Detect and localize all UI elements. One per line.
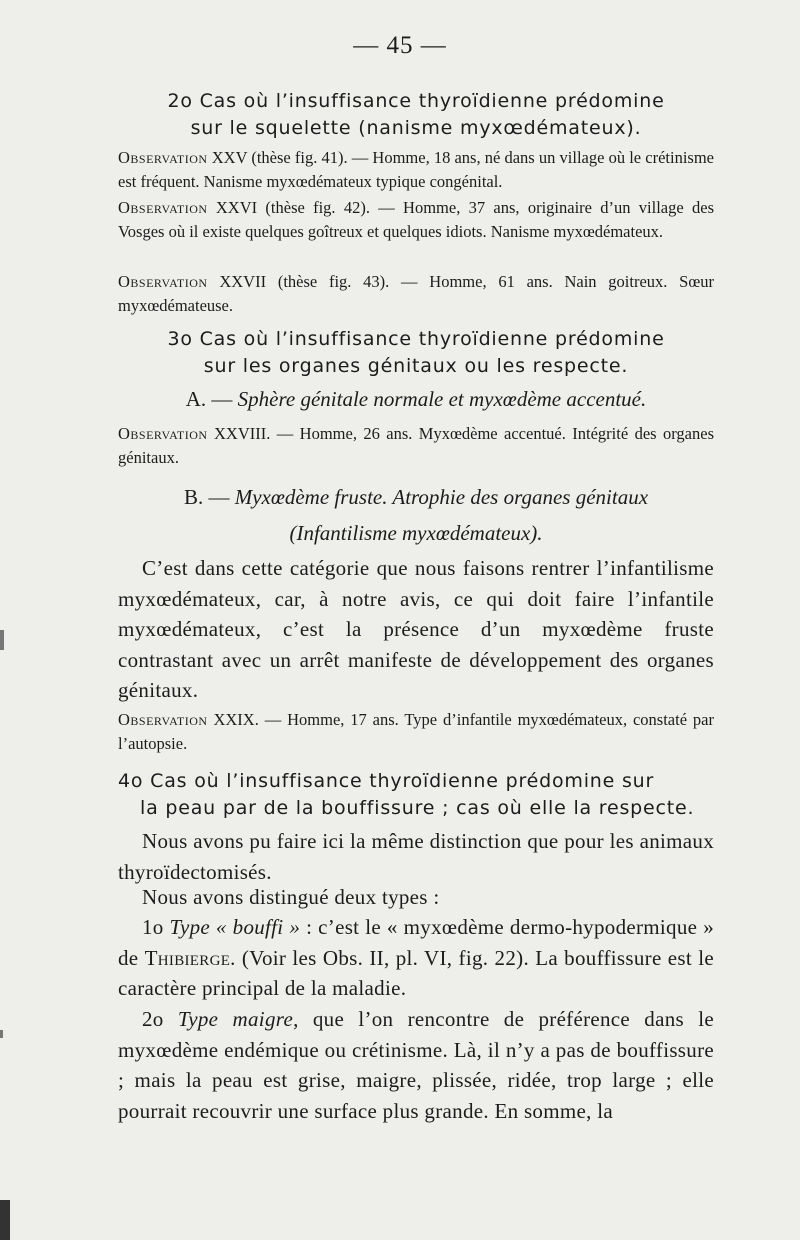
subsection-a-title: Sphère génitale normale et myxœdème accentué. [237, 387, 647, 411]
section-3-heading-line2: sur les organes génitaux ou les respecte. [203, 355, 629, 377]
page-number: — 45 — [353, 32, 447, 59]
paragraph-distinction [118, 826, 714, 887]
type-name: Type « bouffi » [169, 915, 301, 939]
observation-26 [118, 196, 714, 244]
type-name: Type maigre [177, 1007, 294, 1031]
scan-mark [0, 1200, 10, 1240]
observation-text: XXIX. — Homme, 17 ans. Type d’infantile myxœdémateux, constaté par l’autopsie. [118, 710, 714, 753]
section-2-heading-line2: sur le squelette (nanisme myxœdémateux). [190, 117, 642, 139]
observation-label: Observation [118, 272, 208, 291]
paragraph-text: C’est dans cette catégorie que nous faisons rentrer l’infantilisme myxœdémateux, car, à notre avis, ce qui doit faire l’infantile myxœdémateux, c’est la présence d’un myxœdème fruste contrastant avec un arrêt manifeste de développement des organes génitaux. [118, 556, 714, 702]
observation-label: Observation [118, 148, 208, 167]
subsection-b-title-line1: Myxœdème fruste. Atrophie des organes génitaux [234, 485, 649, 509]
scan-mark [0, 1030, 3, 1038]
section-2 [118, 88, 714, 142]
type-number: 1o [142, 915, 170, 939]
observation-text: XXV (thèse fig. 41). — Homme, 18 ans, né dans un village où le crétinisme est fréquent. Nanisme myxœdémateux typique congénital. [118, 148, 714, 191]
section-2-heading-line1: 2o Cas où l’insuffisance thyroïdienne prédomine [167, 90, 665, 112]
paragraph-text: Nous avons distingué deux types : [142, 885, 440, 909]
subsection-a-letter: A. — [185, 387, 238, 411]
observation-text: XXVIII. — Homme, 26 ans. Myxœdème accentué. Intégrité des organes génitaux. [118, 424, 714, 467]
observation-label: Observation [118, 710, 208, 729]
observation-text: XXVII (thèse fig. 43). — Homme, 61 ans. Nain goitreux. Sœur myxœdémateuse. [118, 272, 714, 315]
observation-label: Observation [118, 424, 208, 443]
type-text: , que l’on rencontre de préférence dans le myxœdème endémique ou crétinisme. Là, il n’y a pas de bouffissure ; mais la peau est grise, maigre, plissée, ridée, trop large ; elle pourrait recouvrir une surface plus grande. En somme, la [118, 1007, 714, 1123]
type-number: 2o [142, 1007, 178, 1031]
paragraph-type-bouffi [118, 912, 714, 1004]
observation-28 [118, 422, 714, 470]
scan-mark [0, 630, 4, 650]
paragraph-two-types [118, 882, 714, 913]
type-text: : c’est le « myxœdème dermo-hypodermique » de [118, 915, 714, 970]
section-3 [118, 326, 714, 380]
section-4-heading-line2: la peau par de la bouffissure ; cas où elle la respecte. [140, 797, 695, 819]
paragraph-infantilisme [118, 553, 714, 706]
observation-text: XXVI (thèse fig. 42). — Homme, 37 ans, originaire d’un village des Vosges où il existe quelques goîtreux et quelques idiots. Nanisme myxœdémateux. [118, 198, 714, 241]
paragraph-text: Nous avons pu faire ici la même distinction que pour les animaux thyroïdectomisés. [118, 829, 714, 884]
observation-29 [118, 708, 714, 756]
type-text: . (Voir les Obs. II, pl. VI, fig. 22). La bouffissure est le caractère principal de la maladie. [118, 945, 714, 1000]
section-4-heading-line1: 4o Cas où l’insuffisance thyroïdienne prédomine sur [118, 770, 655, 792]
observation-27 [118, 270, 714, 318]
section-4 [118, 768, 714, 822]
observation-label: Observation [118, 198, 208, 217]
subsection-b [118, 482, 714, 548]
section-3-heading-line1: 3o Cas où l’insuffisance thyroïdienne prédomine [167, 328, 665, 350]
subsection-b-title-line2: (Infantilisme myxœdémateux). [289, 521, 543, 545]
observation-25 [118, 146, 714, 194]
paragraph-type-maigre [118, 1004, 714, 1126]
subsection-a [118, 384, 714, 414]
subsection-b-letter: B. — [183, 485, 235, 509]
author-name: Thibierge [144, 945, 231, 970]
